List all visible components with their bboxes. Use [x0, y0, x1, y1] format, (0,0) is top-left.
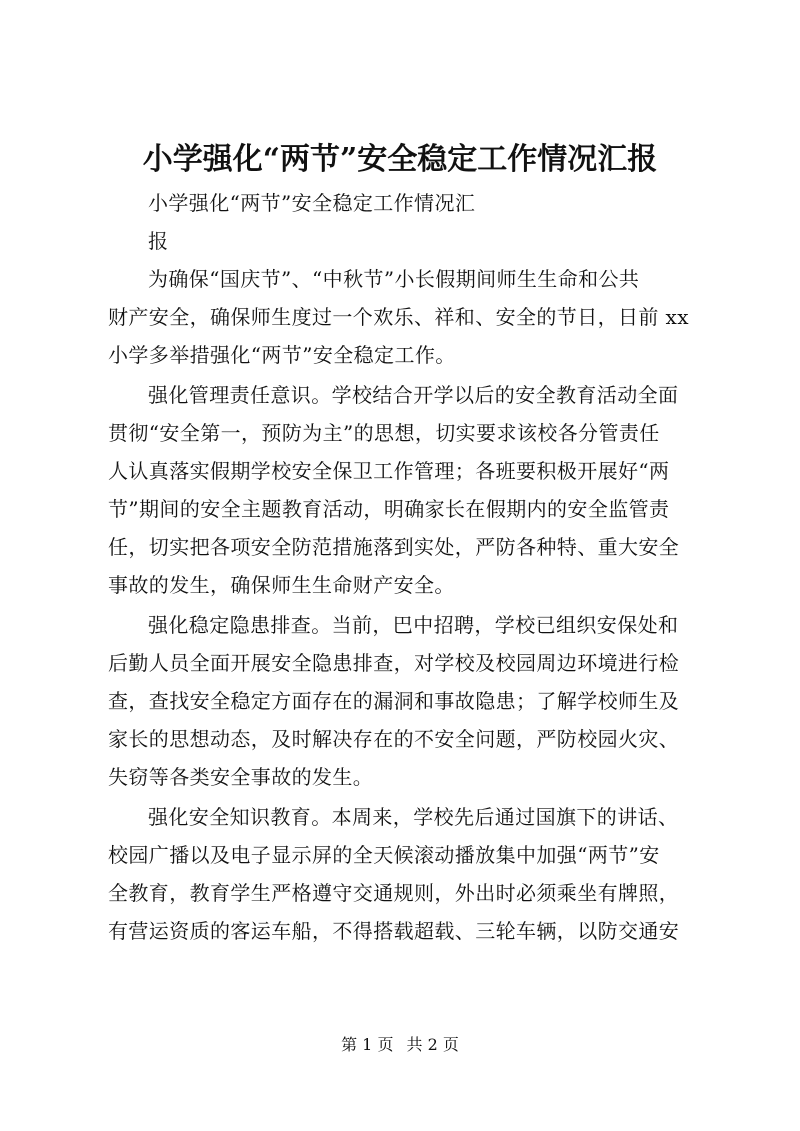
page-total: 共 2 页: [406, 1035, 459, 1054]
document-title: 小学强化“两节”安全稳定工作情况汇报: [142, 142, 658, 177]
paragraph-line: 查，查找安全稳定方面存在的漏洞和事故隐患；了解学校师生及: [108, 689, 680, 713]
paragraph-line: 后勤人员全面开展安全隐患排查，对学校及校园周边环境进行检: [108, 651, 680, 675]
paragraph-line: 人认真落实假期学校安全保卫工作管理；各班要积极开展好“两: [108, 459, 670, 483]
paragraph-hazard-check: [108, 606, 708, 796]
paragraph-line: 贯彻“安全第一，预防为主”的思想，切实要求该校各分管责任: [108, 421, 660, 445]
paragraph-line: 财产安全，确保师生度过一个欢乐、祥和、安全的节日，日前 xx: [108, 305, 689, 329]
paragraph-line: 有营运资质的客运车船，不得搭载超载、三轮车辆，以防交通安: [108, 919, 680, 943]
page-number: 第 1 页: [341, 1035, 394, 1054]
document-body: [108, 184, 708, 952]
paragraph-education: [108, 798, 708, 950]
sub-heading: [108, 184, 708, 260]
paragraph-management: [108, 376, 708, 604]
paragraph-line: 为确保“国庆节”、“中秋节”小长假期间师生生命和公共: [148, 267, 640, 291]
paragraph-line: 节”期间的安全主题教育活动，明确家长在假期内的安全监管责: [108, 497, 670, 521]
sub-heading-line: 报: [148, 229, 169, 253]
paragraph-line: 校园广播以及电子显示屏的全天候滚动播放集中加强“两节”安: [108, 843, 660, 867]
paragraph-intro: [108, 260, 708, 374]
sub-heading-line: 小学强化“两节”安全稳定工作情况汇: [148, 191, 476, 215]
paragraph-line: 小学多举措强化“两节”安全稳定工作。: [108, 343, 456, 367]
paragraph-line: 任，切实把各项安全防范措施落到实处，严防各种特、重大安全: [108, 535, 680, 559]
paragraph-line: 强化管理责任意识。学校结合开学以后的安全教育活动全面: [148, 383, 679, 407]
paragraph-line: 失窃等各类安全事故的发生。: [108, 765, 374, 789]
paragraph-line: 家长的思想动态，及时解决存在的不安全问题，严防校园火灾、: [108, 727, 680, 751]
page-footer: [0, 1034, 800, 1056]
paragraph-line: 事故的发生，确保师生生命财产安全。: [108, 573, 455, 597]
paragraph-line: 强化安全知识教育。本周来，学校先后通过国旗下的讲话、: [148, 805, 679, 829]
paragraph-line: 强化稳定隐患排查。当前，巴中招聘，学校已组织安保处和: [148, 613, 679, 637]
paragraph-line: 全教育，教育学生严格遵守交通规则，外出时必须乘坐有牌照，: [108, 881, 680, 905]
